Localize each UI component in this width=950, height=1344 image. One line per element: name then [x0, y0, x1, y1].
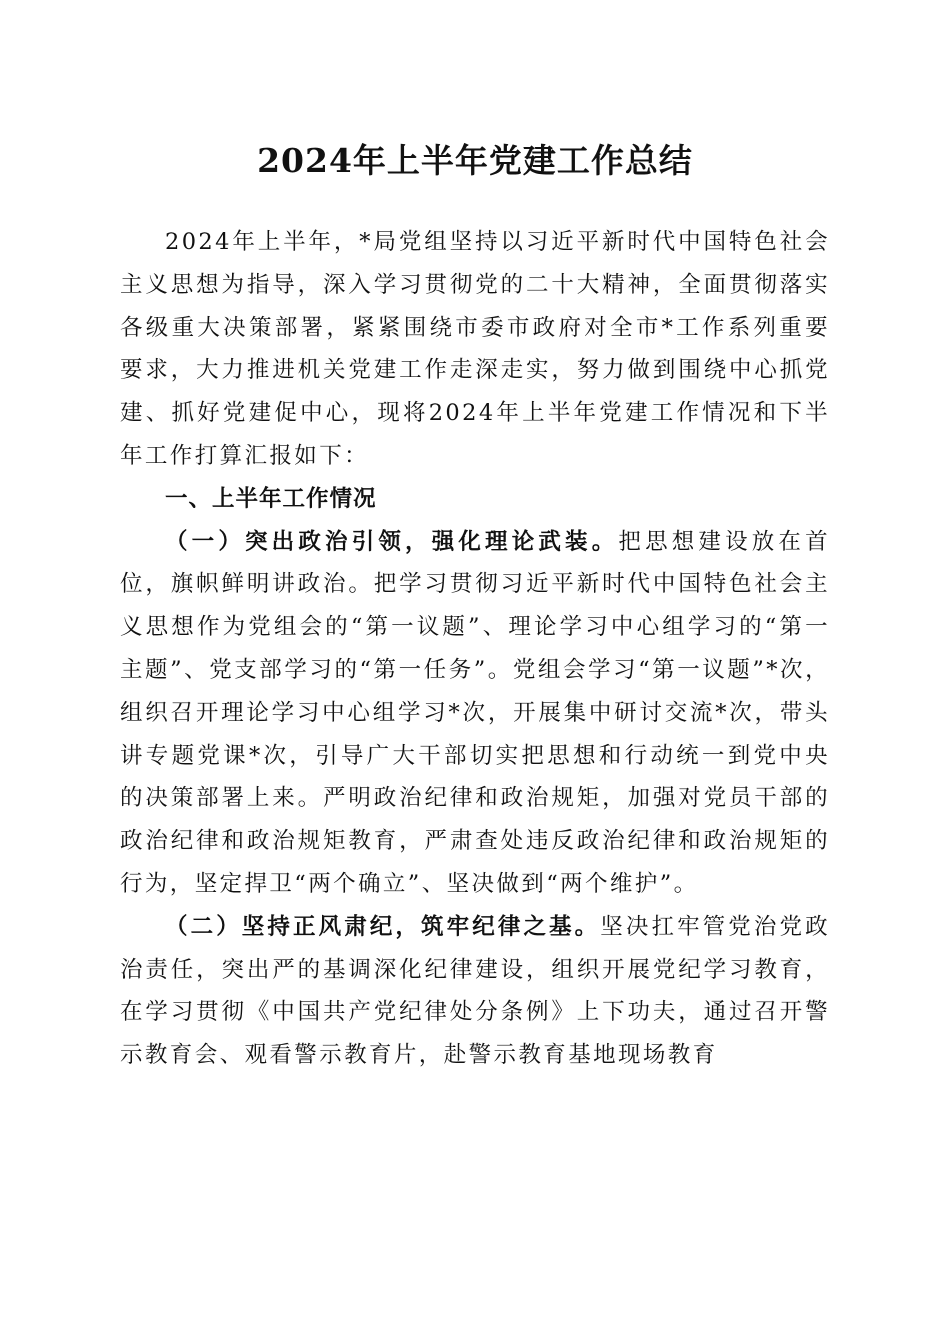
- item-1-body: 把思想建设放在首位，旗帜鲜明讲政治。把学习贯彻习近平新时代中国特色社会主义思想作为党组会的“第一议题”、理论学习中心组学习的“第一主题”、党支部学习的“第一任务”。党组会学习“第一议题”*次，组织召开理论学习中心组学习*次，开展集中研讨交流*次，带头讲专题党课*次，引导广大干部切实把思想和行动统一到党中央的决策部署上来。严明政治纪律和政治规矩，加强对党员干部的政治纪律和政治规矩教育，严肃查处违反政治纪律和政治规矩的行为，坚定捍卫“两个确立”、坚决做到“两个维护”。: [120, 528, 830, 897]
- document-title: 2024年上半年党建工作总结: [257, 141, 693, 180]
- item-2-lead: （二）坚持正风肃纪，筑牢纪律之基。: [165, 913, 601, 940]
- item-2-body: 坚决扛牢管党治党政治责任，突出严的基调深化纪律建设，组织开展党纪学习教育，在学习贯彻《中国共产党纪律处分条例》上下功夫，通过召开警示教育会、观看警示教育片，赴警示教育基地现场教育: [120, 913, 830, 1069]
- intro-paragraph: 2024年上半年，*局党组坚持以习近平新时代中国特色社会主义思想为指导，深入学习贯彻党的二十大精神，全面贯彻落实各级重大决策部署，紧紧围绕市委市政府对全市*工作系列重要要求，大力推进机关党建工作走深走实，努力做到围绕中心抓党建、抓好党建促中心，现将2024年上半年党建工作情况和下半年工作打算汇报如下：: [120, 229, 830, 469]
- item-2-paragraph: [120, 906, 830, 1077]
- section-heading: 一、上半年工作情况: [165, 485, 377, 512]
- item-1-paragraph: [120, 521, 830, 906]
- item-1-lead: （一）突出政治引领，强化理论武装。: [165, 528, 619, 555]
